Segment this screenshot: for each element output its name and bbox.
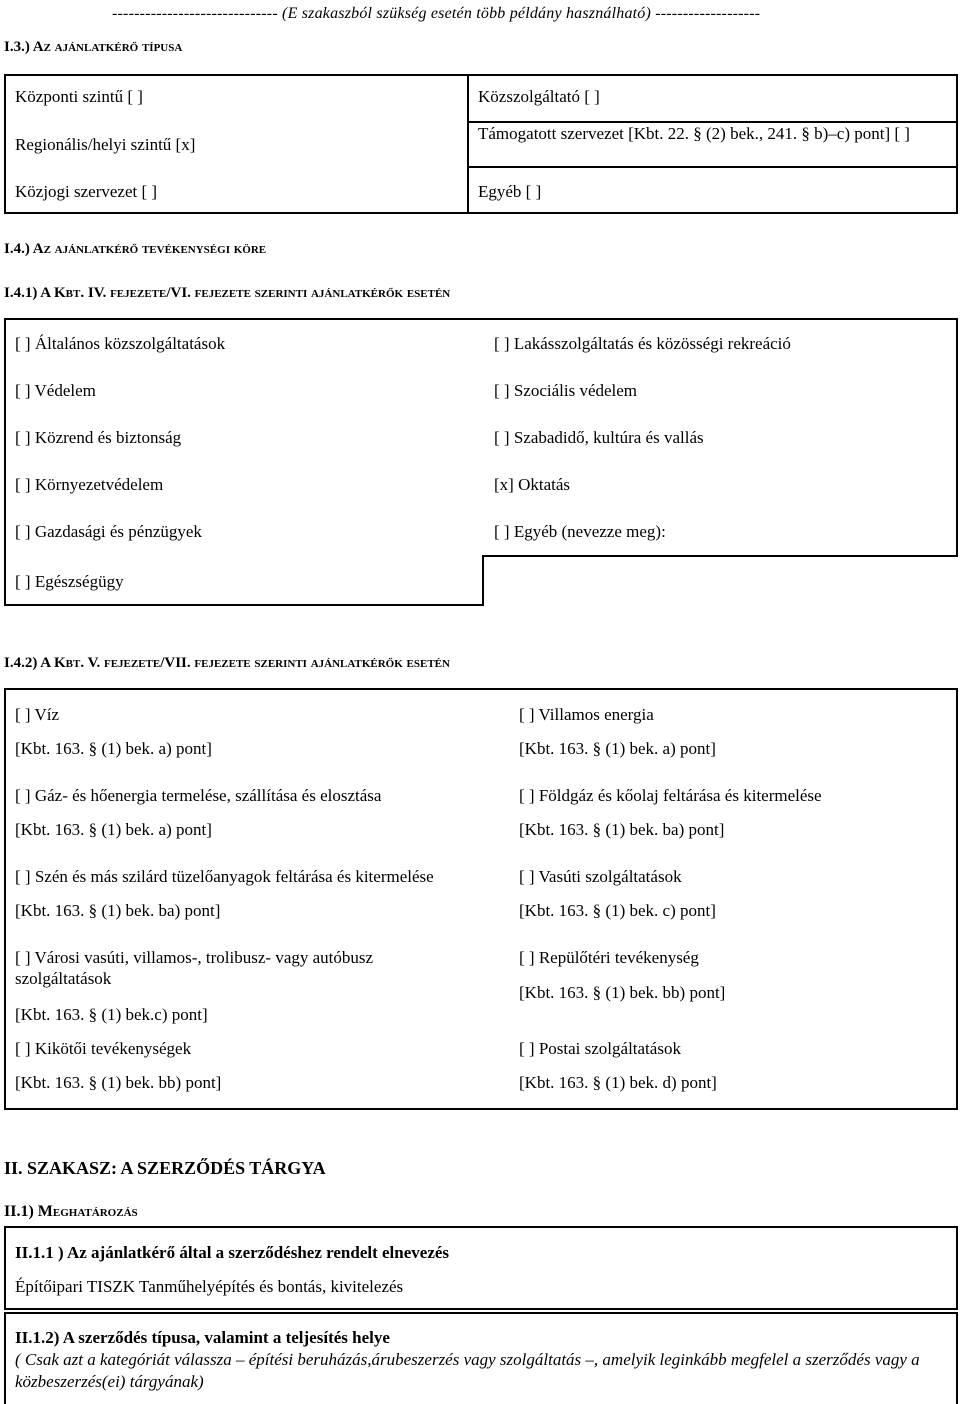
utility-electricity-ref: [Kbt. 163. § (1) bek. a) pont] <box>519 739 716 758</box>
section-heading-i3-text: I.3.) Az ajánlatkérő típusa <box>4 39 183 55</box>
utility-water: [ ] Víz <box>15 705 60 724</box>
activity-education: [x] Oktatás <box>494 475 571 494</box>
activity-social-protection: [ ] Szociális védelem <box>494 381 638 400</box>
section-heading-i42-text: I.4.2) A Kbt. V. fejezete/VII. fejezete szerinti ajánlatkérők esetén <box>4 655 450 671</box>
table-border <box>4 604 484 606</box>
activity-other: [ ] Egyéb (nevezze meg): <box>494 522 666 541</box>
utility-gas-heat-ref: [Kbt. 163. § (1) bek. a) pont] <box>15 820 212 839</box>
utility-coal-ref: [Kbt. 163. § (1) bek. ba) pont] <box>15 901 221 920</box>
section-heading-i41 <box>4 284 450 303</box>
utility-railway-ref: [Kbt. 163. § (1) bek. c) pont] <box>519 901 716 920</box>
contract-type-label: II.1.2) A szerződés típusa, valamint a teljesítés helye <box>15 1328 390 1347</box>
table-border <box>482 555 958 557</box>
activity-economic-financial: [ ] Gazdasági és pénzügyek <box>15 522 202 541</box>
utility-electricity: [ ] Villamos energia <box>519 705 654 724</box>
section-heading-ii: II. SZAKASZ: A SZERZŐDÉS TÁRGYA <box>4 1158 326 1178</box>
utility-port: [ ] Kikötői tevékenységek <box>15 1039 192 1058</box>
contract-title-value: Építőipari TISZK Tanműhelyépítés és bontás, kivitelezés <box>15 1277 404 1296</box>
authority-type-regional: Regionális/helyi szintű [x] <box>15 135 196 154</box>
section-heading-i41-text: I.4.1) A Kbt. IV. fejezete/VI. fejezete szerinti ajánlatkérők esetén <box>4 285 451 301</box>
authority-type-public-law: Közjogi szervezet [ ] <box>15 182 158 201</box>
utility-urban-transport: [ ] Városi vasúti, villamos-, trolibusz- vagy autóbusz szolgáltatások <box>15 948 374 989</box>
utility-airport-ref: [Kbt. 163. § (1) bek. bb) pont] <box>519 983 726 1002</box>
authority-type-subsidised: Támogatott szervezet [Kbt. 22. § (2) bek., 241. § b)–c) pont] [ ] <box>478 124 910 143</box>
section-heading-i3 <box>4 38 182 57</box>
activity-defence: [ ] Védelem <box>15 381 96 400</box>
table-border <box>4 318 958 320</box>
contract-title-label: II.1.1 ) Az ajánlatkérő által a szerződéshez rendelt elnevezés <box>15 1243 450 1262</box>
section-heading-ii1-text: II.1) Meghatározás <box>4 1203 138 1220</box>
activity-recreation-culture: [ ] Szabadidő, kultúra és vallás <box>494 428 704 447</box>
utility-coal: [ ] Szén és más szilárd tüzelőanyagok feltárása és kitermelése <box>15 867 434 886</box>
section-heading-i4-text: I.4.) Az ajánlatkérő tevékenységi köre <box>4 241 267 257</box>
utility-postal-ref: [Kbt. 163. § (1) bek. d) pont] <box>519 1073 717 1092</box>
table-border <box>956 318 958 557</box>
table-border <box>4 318 6 606</box>
contract-type-note: ( Csak azt a kategóriát válassza – építési beruházás,árubeszerzés vagy szolgáltatás –, amelyik leginkább megfelel a szerződés vagy a közbeszerzés(ei) tárgyának) <box>15 1350 920 1391</box>
activity-environment: [ ] Környezetvédelem <box>15 475 164 494</box>
utility-gas-heat: [ ] Gáz- és hőenergia termelése, szállítása és elosztása <box>15 786 382 805</box>
section-heading-ii1 <box>4 1202 138 1222</box>
section-heading-i4 <box>4 240 266 259</box>
utility-water-ref: [Kbt. 163. § (1) bek. a) pont] <box>15 739 212 758</box>
utility-urban-transport-ref: [Kbt. 163. § (1) bek.c) pont] <box>15 1005 208 1024</box>
activity-public-order: [ ] Közrend és biztonság <box>15 428 182 447</box>
authority-type-utility: Közszolgáltató [ ] <box>478 87 600 106</box>
utility-oil-gas: [ ] Földgáz és kőolaj feltárása és kitermelése <box>519 786 822 805</box>
authority-type-central: Központi szintű [ ] <box>15 87 143 106</box>
utility-port-ref: [Kbt. 163. § (1) bek. bb) pont] <box>15 1073 222 1092</box>
table-divider <box>467 166 958 168</box>
utility-oil-gas-ref: [Kbt. 163. § (1) bek. ba) pont] <box>519 820 725 839</box>
contract-title-box <box>4 1226 958 1310</box>
activity-housing: [ ] Lakásszolgáltatás és közösségi rekreáció <box>494 334 791 353</box>
section-heading-i42 <box>4 654 450 673</box>
header-note: ------------------------------ (E szakaszból szükség esetén több példány használható) ------------------- <box>112 5 761 22</box>
utility-airport: [ ] Repülőtéri tevékenység <box>519 948 699 967</box>
table-border <box>482 555 484 606</box>
table-divider <box>467 74 469 214</box>
activity-general-public-services: [ ] Általános közszolgáltatások <box>15 334 226 353</box>
utility-postal: [ ] Postai szolgáltatások <box>519 1039 681 1058</box>
activity-health: [ ] Egészségügy <box>15 572 124 591</box>
utility-railway: [ ] Vasúti szolgáltatások <box>519 867 682 886</box>
authority-type-other: Egyéb [ ] <box>478 182 542 201</box>
